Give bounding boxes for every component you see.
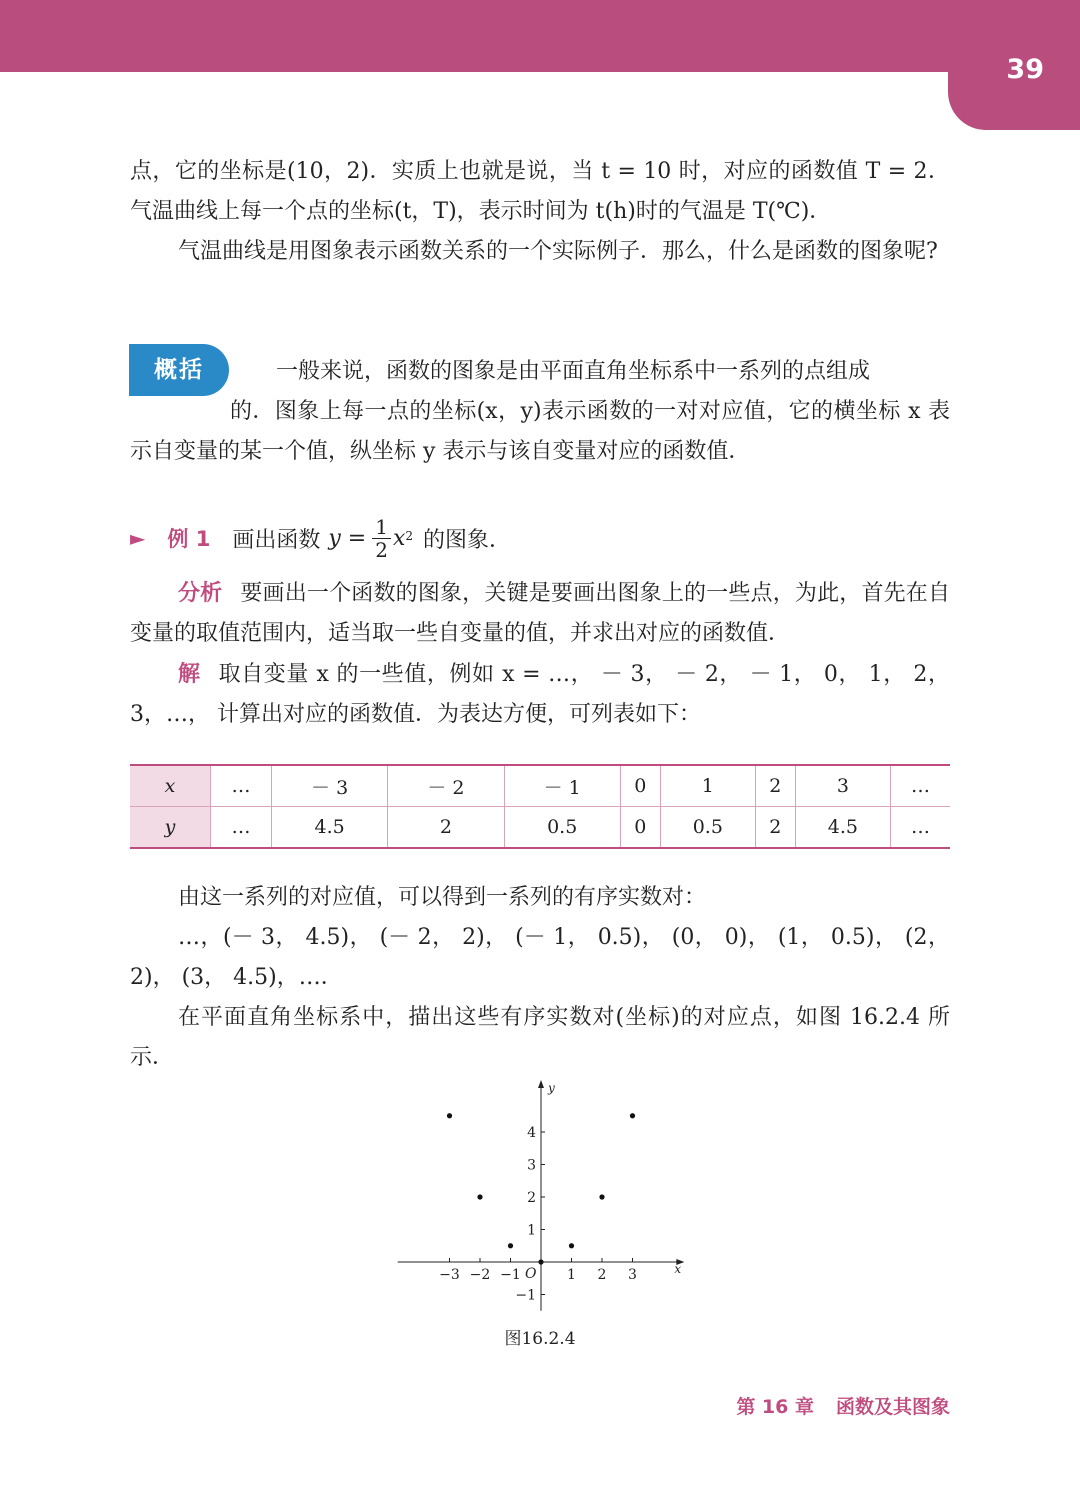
data-point bbox=[630, 1113, 635, 1118]
x-tick-label: −2 bbox=[469, 1267, 491, 1283]
table-cell: 2 bbox=[755, 765, 795, 807]
pairs-intro: 由这一系列的对应值，可以得到一系列的有序实数对： bbox=[178, 885, 707, 910]
formula-y-eq: y = bbox=[328, 525, 367, 551]
page-number: 39 bbox=[1006, 54, 1044, 85]
summary-text-rest: 的．图象上每一点的坐标(x，y)表示函数的一对对应值，它的横坐标 x 表示自变量的某一个值，纵坐标 y 表示与该自变量对应的函数值． bbox=[130, 399, 950, 464]
table-row-x bbox=[130, 765, 950, 807]
header-bar bbox=[0, 0, 1080, 72]
x-tick-label: 1 bbox=[567, 1267, 576, 1283]
y-axis-label: y bbox=[548, 1081, 555, 1095]
solution-label: 解 bbox=[178, 662, 201, 687]
data-point bbox=[477, 1194, 482, 1199]
x-tick-label: 2 bbox=[597, 1267, 607, 1283]
example-text-before: 画出函数 bbox=[232, 527, 321, 553]
table-cell: 3 bbox=[795, 765, 890, 807]
x-axis-label: x bbox=[674, 1262, 682, 1276]
data-point bbox=[599, 1194, 604, 1199]
origin-label: O bbox=[525, 1266, 537, 1282]
table-cell: － 1 bbox=[504, 765, 620, 807]
solution-paragraph bbox=[130, 655, 950, 735]
fraction-denominator: 2 bbox=[375, 537, 388, 562]
table-cell: － 3 bbox=[271, 765, 387, 807]
intro-paragraph-1: 点，它的坐标是(10，2)．实质上也就是说，当 t = 10 时，对应的函数值 T = 2．气温曲线上每一个点的坐标(t，T)，表示时间为 t(h)时的气温是 T(℃)． bbox=[130, 159, 950, 224]
fraction-numerator: 1 bbox=[372, 516, 391, 539]
table-cell: － 2 bbox=[388, 765, 504, 807]
figure-caption: 图16.2.4 bbox=[504, 1329, 576, 1349]
table-cell: 0 bbox=[620, 765, 660, 807]
example-label: 例 1 bbox=[167, 527, 211, 551]
data-point bbox=[447, 1113, 452, 1118]
y-tick-label: 2 bbox=[527, 1190, 536, 1206]
footer-chapter: 第 16 章 bbox=[736, 1396, 814, 1418]
table-cell: 0.5 bbox=[504, 807, 620, 849]
table-cell: … bbox=[890, 765, 950, 807]
analysis-label: 分析 bbox=[178, 581, 223, 606]
y-tick-label: −1 bbox=[515, 1287, 536, 1304]
example-text-after: 的图象． bbox=[423, 527, 512, 553]
table-header-x: x bbox=[130, 765, 211, 807]
table-cell: 2 bbox=[755, 807, 795, 849]
table-cell: … bbox=[211, 807, 272, 849]
pairs-list: …，(－ 3， 4.5)， (－ 2， 2)， (－ 1， 0.5)， (0， 0)， (1， 0.5)， (2， 2)， (3， 4.5)，…． bbox=[130, 925, 950, 990]
x-tick-label: 3 bbox=[628, 1267, 637, 1283]
table-cell: … bbox=[890, 807, 950, 849]
summary-badge: 概括 bbox=[129, 344, 229, 396]
table-cell: … bbox=[211, 765, 272, 807]
footer-title: 函数及其图象 bbox=[835, 1396, 950, 1418]
summary-text-line1: 一般来说，函数的图象是由平面直角坐标系中一系列的点组成 bbox=[276, 359, 871, 384]
plot-instruction: 在平面直角坐标系中，描出这些有序实数对(坐标)的对应点，如图 16.2.4 所示． bbox=[130, 1005, 950, 1070]
data-point bbox=[508, 1243, 513, 1248]
chapter-footer bbox=[714, 1392, 950, 1419]
formula-exponent: 2 bbox=[405, 529, 413, 543]
table-header-y: y bbox=[130, 807, 211, 849]
value-table bbox=[130, 764, 950, 849]
analysis-text: 要画出一个函数的图象，关键是要画出图象上的一些点，为此，首先在自变量的取值范围内，适当取一些自变量的值，并求出对应的函数值． bbox=[130, 581, 950, 646]
example-marker-icon: ► bbox=[130, 526, 146, 550]
table-cell: 4.5 bbox=[271, 807, 387, 849]
formula-fraction bbox=[372, 516, 391, 561]
table-cell: 1 bbox=[660, 765, 755, 807]
table-row-y bbox=[130, 807, 950, 849]
y-tick-label: 3 bbox=[527, 1157, 536, 1174]
scatter-chart bbox=[380, 1080, 700, 1320]
solution-text: 取自变量 x 的一些值，例如 x = …， － 3， － 2， － 1， 0， 1， 2， 3，…， 计算出对应的函数值．为表达方便，可列表如下： bbox=[130, 662, 950, 727]
formula-x: x bbox=[392, 525, 406, 551]
y-axis-arrow-icon bbox=[538, 1080, 544, 1088]
table-cell: 4.5 bbox=[795, 807, 890, 849]
x-tick-label: −1 bbox=[500, 1267, 521, 1283]
intro-paragraph-2: 气温曲线是用图象表示函数关系的一个实际例子．那么，什么是函数的图象呢? bbox=[178, 239, 938, 264]
data-point bbox=[569, 1243, 574, 1248]
y-tick-label: 4 bbox=[527, 1125, 536, 1141]
data-point bbox=[538, 1259, 543, 1264]
table-cell: 0.5 bbox=[660, 807, 755, 849]
y-tick-label: 1 bbox=[527, 1222, 536, 1239]
example-1 bbox=[130, 512, 511, 564]
table-cell: 2 bbox=[388, 807, 504, 849]
analysis-paragraph bbox=[130, 574, 950, 654]
x-tick-label: −3 bbox=[439, 1267, 460, 1283]
table-cell: 0 bbox=[620, 807, 660, 849]
